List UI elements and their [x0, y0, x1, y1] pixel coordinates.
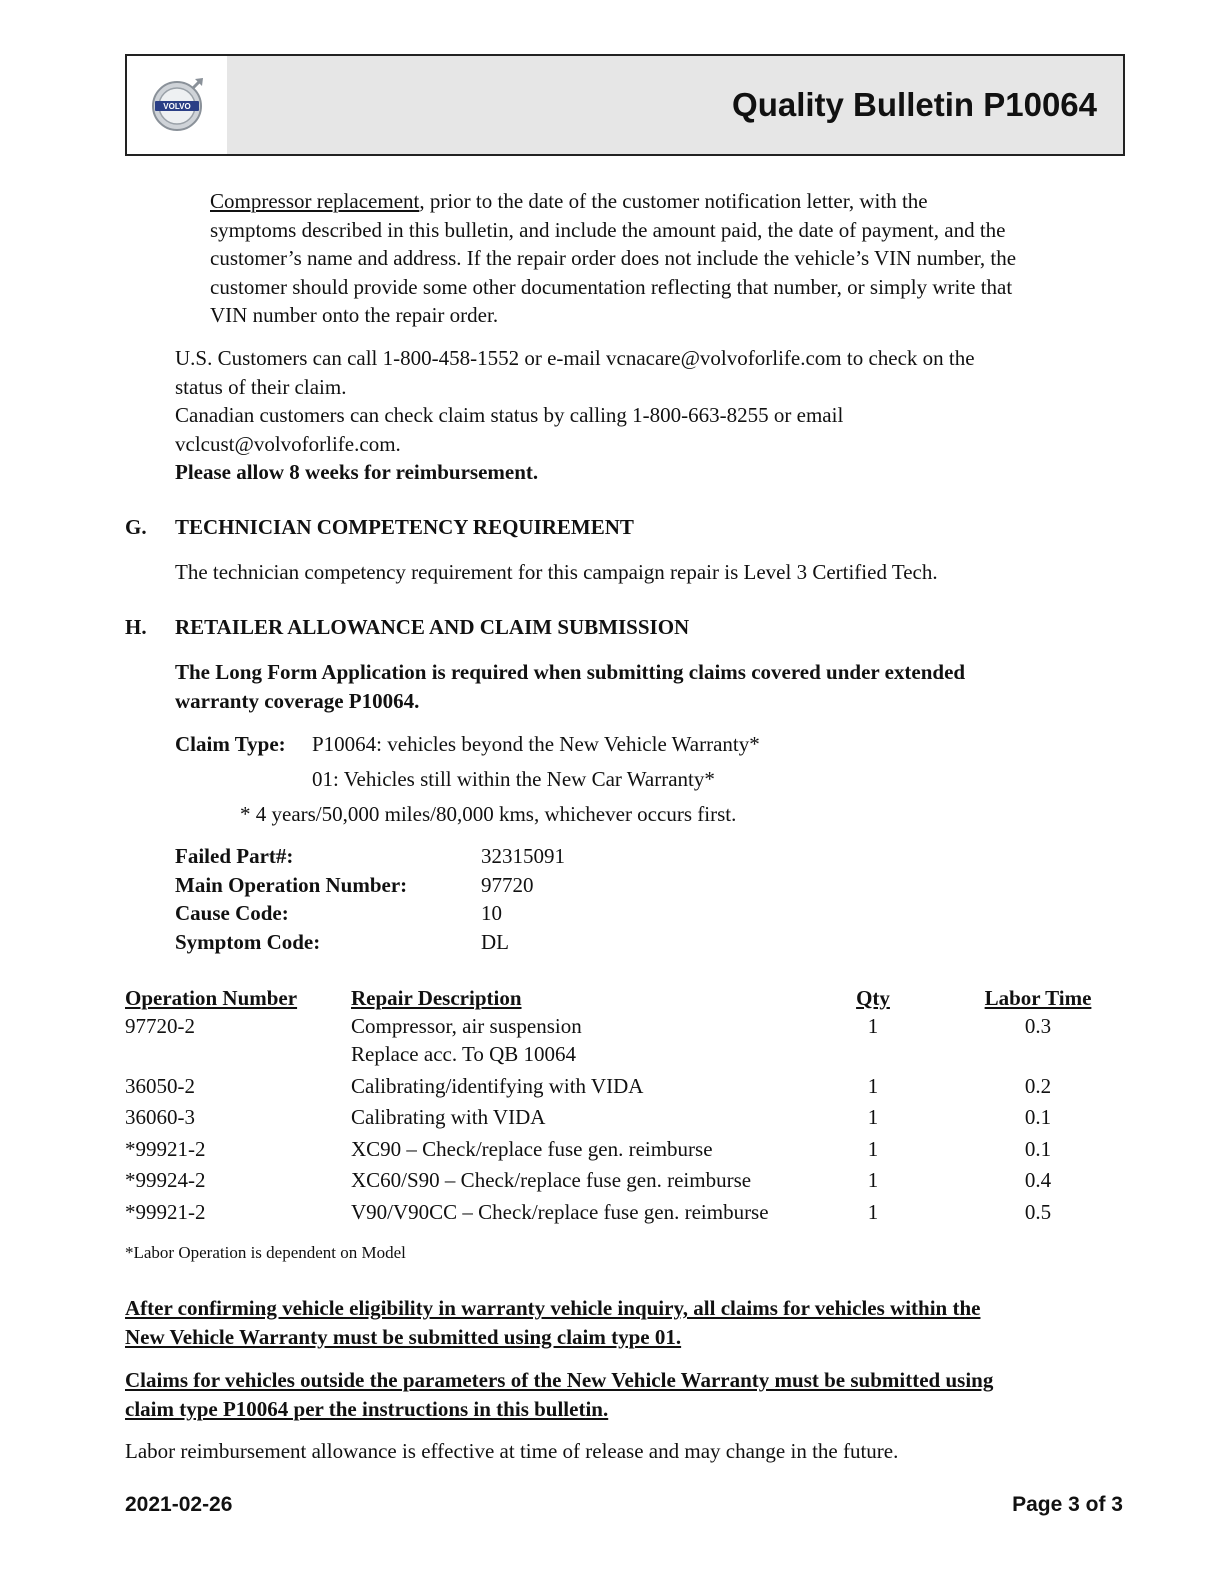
row-qty: 1	[867, 1168, 879, 1192]
row-qty: 1	[867, 1200, 879, 1224]
row-labor: 0.3	[1024, 1014, 1052, 1038]
ca-contact-line-1: Canadian customers can check claim status by calling 1-800-663-8255 or email	[175, 403, 844, 427]
long-form-note-line-1: The Long Form Application is required when submitting claims covered under extended	[175, 660, 966, 684]
notice-2-line-2: claim type P10064 per the instructions in this bulletin.	[125, 1396, 609, 1421]
claim-type-p10064: P10064: vehicles beyond the New Vehicle Warranty*	[312, 732, 760, 756]
col-header-operation: Operation Number	[125, 986, 298, 1010]
page-title: Quality Bulletin P10064	[732, 86, 1097, 123]
row-labor: 0.1	[1024, 1137, 1052, 1161]
row-desc: V90/V90CC – Check/replace fuse gen. reimburse	[351, 1200, 769, 1224]
symptom-code-value: DL	[481, 929, 509, 954]
row-op: 36050-2	[125, 1074, 195, 1098]
row-op: *99921-2	[125, 1137, 206, 1161]
row-op: *99924-2	[125, 1168, 206, 1192]
col-header-description: Repair Description	[351, 986, 522, 1010]
row-labor: 0.5	[1024, 1200, 1052, 1224]
cause-code-value: 10	[481, 901, 502, 925]
intro-line-3: customer’s name and address. If the repair order does not include the vehicle’s VIN number, the	[210, 246, 1017, 270]
symptom-code-label: Symptom Code:	[175, 929, 321, 954]
ca-contact-line-2: vclcust@volvoforlife.com.	[175, 431, 401, 456]
footer-page-number: Page 3 of 3	[1012, 1493, 1123, 1516]
notice-2-line-1: Claims for vehicles outside the parameters of the New Vehicle Warranty must be submitted using	[125, 1368, 994, 1392]
row-qty: 1	[867, 1014, 879, 1038]
section-h-letter: H.	[125, 615, 147, 639]
footer-date: 2021-02-26	[125, 1493, 233, 1516]
intro-line-4: customer should provide some other documentation reflecting that number, or simply write that	[210, 274, 1013, 299]
reimbursement-note: Please allow 8 weeks for reimbursement.	[175, 460, 539, 484]
row-labor: 0.1	[1024, 1105, 1052, 1129]
intro-line-1	[210, 187, 928, 216]
row-labor: 0.4	[1024, 1168, 1052, 1192]
notice-1-line-2: New Vehicle Warranty must be submitted using claim type 01.	[125, 1324, 682, 1349]
logo-cell	[127, 56, 227, 154]
row-desc: XC90 – Check/replace fuse gen. reimburse	[351, 1137, 713, 1161]
long-form-note-line-2: warranty coverage P10064.	[175, 688, 420, 713]
section-h-title: RETAILER ALLOWANCE AND CLAIM SUBMISSION	[175, 615, 690, 639]
main-operation-label: Main Operation Number:	[175, 872, 408, 897]
us-contact-line-1: U.S. Customers can call 1-800-458-1552 or e-mail vcnacare@volvoforlife.com to check on the	[175, 346, 975, 370]
failed-part-value: 32315091	[481, 844, 565, 868]
failed-part-label: Failed Part#:	[175, 844, 294, 868]
logo-brand-text: VOLVO	[163, 102, 191, 111]
labor-operation-footnote: *Labor Operation is dependent on Model	[125, 1243, 406, 1262]
cause-code-label: Cause Code:	[175, 901, 289, 925]
row-desc: Compressor, air suspension	[351, 1014, 582, 1038]
claim-type-footnote: * 4 years/50,000 miles/80,000 kms, whichever occurs first.	[240, 802, 737, 826]
compressor-replacement-link: Compressor replacement	[210, 189, 420, 213]
row-op: 97720-2	[125, 1014, 195, 1038]
row-qty: 1	[867, 1105, 879, 1129]
section-g-title: TECHNICIAN COMPETENCY REQUIREMENT	[175, 515, 634, 539]
volvo-logo-icon	[149, 76, 205, 132]
intro-line-1-rest: , prior to the date of the customer notification letter, with the	[419, 189, 928, 213]
row-desc-2: Replace acc. To QB 10064	[351, 1042, 576, 1066]
intro-line-2: symptoms described in this bulletin, and include the amount paid, the date of payment, and the	[210, 217, 1006, 242]
row-qty: 1	[867, 1137, 879, 1161]
col-header-labor: Labor Time	[984, 986, 1092, 1010]
claim-type-label: Claim Type:	[175, 732, 286, 756]
row-qty: 1	[867, 1074, 879, 1098]
bulletin-header	[125, 54, 1125, 156]
main-operation-value: 97720	[481, 872, 534, 897]
intro-line-5: VIN number onto the repair order.	[210, 303, 499, 327]
row-desc: Calibrating with VIDA	[351, 1105, 546, 1129]
section-g-body: The technician competency requirement for this campaign repair is Level 3 Certified Tech.	[175, 560, 938, 584]
row-desc: Calibrating/identifying with VIDA	[351, 1074, 644, 1098]
col-header-qty: Qty	[856, 986, 890, 1010]
claim-type-01: 01: Vehicles still within the New Car Warranty*	[312, 767, 715, 791]
row-desc: XC60/S90 – Check/replace fuse gen. reimburse	[351, 1168, 752, 1192]
section-g-letter: G.	[125, 515, 147, 539]
row-op: 36060-3	[125, 1105, 195, 1129]
row-labor: 0.2	[1024, 1074, 1052, 1098]
row-op: *99921-2	[125, 1200, 206, 1224]
labor-reimbursement-note: Labor reimbursement allowance is effective at time of release and may change in the future.	[125, 1439, 899, 1463]
notice-1-line-1: After confirming vehicle eligibility in warranty vehicle inquiry, all claims for vehicles within the	[125, 1296, 981, 1320]
us-contact-line-2: status of their claim.	[175, 374, 347, 399]
